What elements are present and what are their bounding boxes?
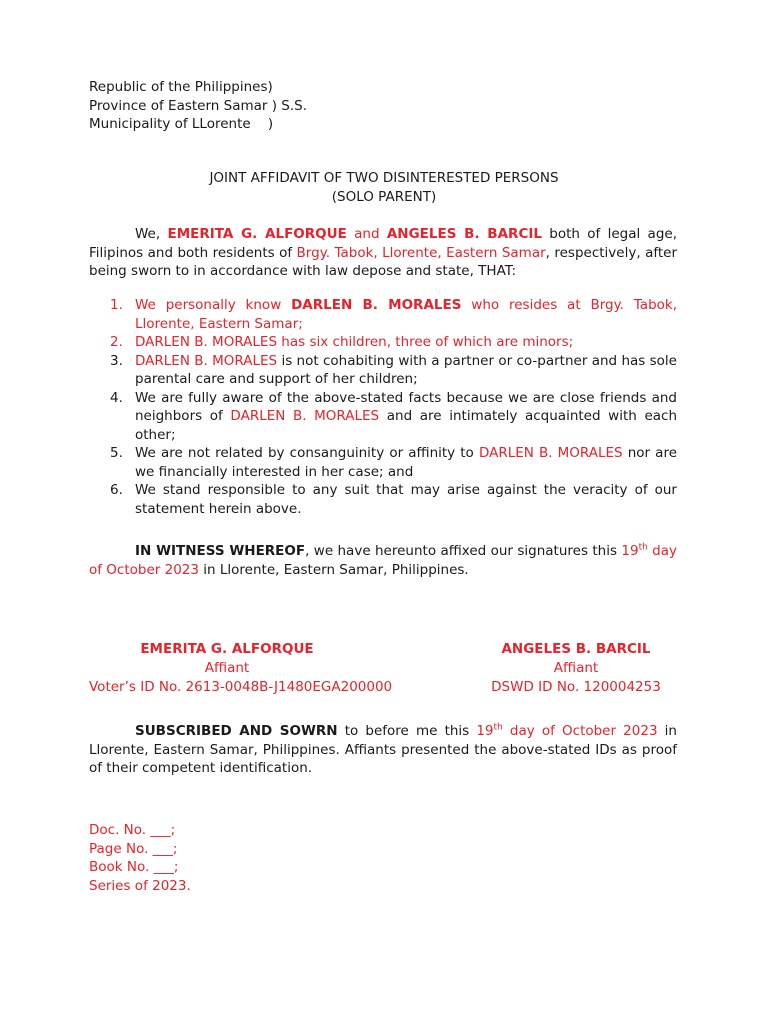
- book-number: Book No. ___;: [89, 859, 179, 875]
- fact-text: DARLEN B. MORALES has six children, three of which are minors;: [135, 334, 574, 350]
- residence: Brgy. Tabok, Llorente, Eastern Samar: [296, 244, 546, 261]
- affiant2-name: ANGELES B. BARCIL: [386, 226, 542, 242]
- subject-name: DARLEN B. MORALES: [291, 297, 462, 313]
- fact-text: We are not related by consanguinity or affinity to: [135, 445, 479, 461]
- witness-paragraph: [89, 542, 677, 579]
- list-number: 4.: [110, 389, 123, 406]
- jurat-paragraph: [89, 722, 677, 778]
- intro-text-1: both of legal age, Filipinos and both residents of: [89, 226, 677, 261]
- venue-line-republic: Republic of the Philippines): [89, 79, 273, 95]
- fact-text: who resides at Brgy. Tabok, Llorente, Eastern Samar;: [135, 297, 678, 332]
- witness-date-rest: day of October 2023: [89, 543, 678, 578]
- witness-day-suffix: th: [638, 542, 648, 553]
- list-item-3: [110, 352, 677, 389]
- fact-text: We personally know: [135, 297, 292, 313]
- witness-text-1: , we have hereunto affixed our signatures this: [305, 543, 622, 559]
- list-number: 1.: [110, 297, 123, 313]
- notary-register: [89, 821, 191, 895]
- subject-name: DARLEN B. MORALES: [230, 408, 380, 424]
- signatory-right-id: DSWD ID No. 120004253: [491, 679, 661, 695]
- fact-text: is not cohabiting with a partner or co-partner and has sole parental care and support of her children;: [135, 352, 677, 387]
- doc-number: Doc. No. ___;: [89, 822, 176, 838]
- fact-text: We stand responsible to any suit that may arise against the veracity of our statement herein above.: [135, 482, 677, 517]
- affiant1-name: EMERITA G. ALFORQUE: [167, 226, 347, 242]
- fact-text: We are fully aware of the above-stated facts because we are close friends and neighbors of: [135, 389, 677, 424]
- witness-text-2: in Llorente, Eastern Samar, Philippines.: [198, 561, 469, 578]
- witness-lead: IN WITNESS WHEREOF: [135, 543, 306, 559]
- series-year: Series of 2023.: [89, 877, 191, 894]
- document-title: [0, 169, 768, 206]
- jurat-day-suffix: th: [493, 722, 503, 733]
- intro-paragraph: [89, 225, 677, 281]
- list-item-6: [110, 481, 677, 518]
- signatory-left-name: EMERITA G. ALFORQUE: [140, 641, 314, 657]
- jurat-text-2: in Llorente, Eastern Samar, Philippines. Affiants presented the above-stated IDs as proof of their competent identification.: [89, 723, 677, 776]
- list-item-2: [110, 333, 677, 352]
- title-line-main: JOINT AFFIDAVIT OF TWO DISINTERESTED PERSONS: [209, 170, 559, 186]
- list-number: 6.: [110, 482, 123, 498]
- list-number: 5.: [110, 445, 123, 461]
- jurat-text-1: to before me this: [337, 723, 477, 739]
- signatory-left-id: Voter’s ID No. 2613-0048B-J1480EGA200000: [89, 679, 393, 695]
- signatory-left-role: Affiant: [204, 660, 250, 676]
- jurat-date: [476, 723, 657, 739]
- subject-name: DARLEN B. MORALES: [135, 352, 278, 369]
- jurat-date-rest: day of October 2023: [502, 723, 658, 739]
- facts-list: [89, 296, 677, 518]
- venue-line-municipality: Municipality of LLorente ): [89, 116, 274, 132]
- signatory-right-role: Affiant: [553, 660, 599, 676]
- intro-we: We,: [135, 226, 168, 242]
- witness-day: 19: [621, 543, 639, 559]
- intro-and: and: [354, 226, 380, 242]
- fact-text: and are intimately acquainted with each other;: [135, 408, 677, 443]
- signatory-left: [89, 640, 393, 697]
- signatory-right-name: ANGELES B. BARCIL: [501, 641, 651, 657]
- title-line-sub: (SOLO PARENT): [331, 188, 437, 205]
- intro-text-2: , respectively, after being sworn to in accordance with law depose and state, THAT:: [89, 244, 678, 279]
- jurat-lead: SUBSCRIBED AND SOWRN: [135, 723, 338, 739]
- signatory-right: [482, 640, 670, 697]
- list-item-1: [110, 296, 678, 333]
- jurat-day: 19: [476, 723, 494, 739]
- subject-name: DARLEN B. MORALES: [478, 445, 623, 461]
- list-number: 2.: [110, 334, 123, 350]
- fact-text: nor are we financially interested in her case; and: [135, 445, 678, 480]
- venue-line-province: Province of Eastern Samar ) S.S.: [89, 97, 308, 114]
- list-item-5: [110, 444, 678, 481]
- list-number: 3.: [110, 352, 123, 369]
- list-item-4: [110, 389, 677, 445]
- page-number: Page No. ___;: [89, 840, 178, 857]
- venue-block: [89, 78, 307, 134]
